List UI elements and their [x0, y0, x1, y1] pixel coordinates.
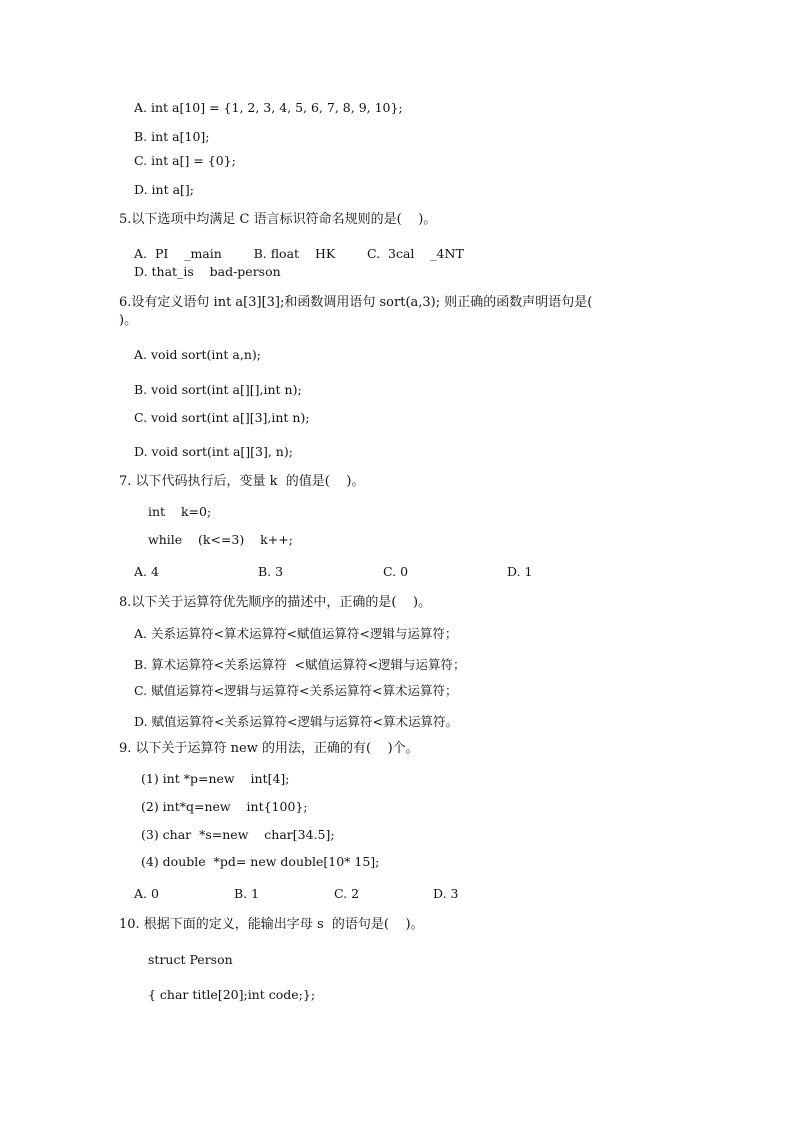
item-9-3: (3) char *s=new char[34.5];: [141, 827, 335, 842]
option-7c: C. 0: [383, 564, 409, 579]
question-6: 6.设有定义语句 int a[3][3];和函数调用语句 sort(a,3); 则正确的函数声明语句是(: [119, 295, 593, 310]
option-4d: D. int a[];: [134, 182, 194, 197]
options-5-line2: D. that_is bad-person: [134, 264, 281, 279]
item-9-4: (4) double *pd= new double[10* 15];: [141, 854, 380, 869]
option-9c: C. 2: [334, 886, 360, 901]
option-7d: D. 1: [507, 564, 533, 579]
option-4b: B. int a[10];: [134, 129, 210, 144]
question-9: 9. 以下关于运算符 new 的用法，正确的有( )个。: [119, 741, 419, 756]
code-7-line2: while (k<=3) k++;: [148, 532, 293, 547]
code-10-line1: struct Person: [148, 952, 233, 967]
option-9b: B. 1: [234, 886, 260, 901]
question-8: 8.以下关于运算符优先顺序的描述中，正确的是( )。: [119, 595, 432, 610]
option-7a: A. 4: [134, 564, 159, 579]
question-6-cont: )。: [119, 313, 138, 328]
option-8b: B. 算术运算符<关系运算符 <赋值运算符<逻辑与运算符；: [134, 657, 466, 672]
option-6b: B. void sort(int a[][],int n);: [134, 382, 302, 397]
options-5-line1: A. PI _main B. float HK C. 3cal _4NT: [134, 246, 464, 261]
option-9a: A. 0: [134, 886, 159, 901]
code-10-line2: { char title[20];int code;};: [148, 987, 316, 1002]
option-9d: D. 3: [433, 886, 459, 901]
option-8d: D. 赋值运算符<关系运算符<逻辑与运算符<算术运算符。: [134, 714, 458, 729]
option-8a: A. 关系运算符<算术运算符<赋值运算符<逻辑与运算符；: [134, 626, 458, 641]
option-8c: C. 赋值运算符<逻辑与运算符<关系运算符<算术运算符；: [134, 683, 458, 698]
option-6c: C. void sort(int a[][3],int n);: [134, 410, 310, 425]
option-6d: D. void sort(int a[][3], n);: [134, 444, 293, 459]
question-10: 10. 根据下面的定义，能输出字母 s 的语句是( )。: [119, 917, 424, 932]
option-4c: C. int a[] = {0};: [134, 153, 236, 168]
item-9-2: (2) int*q=new int{100};: [141, 799, 308, 814]
option-4a: A. int a[10] = {1, 2, 3, 4, 5, 6, 7, 8, 9, 10};: [134, 100, 403, 115]
option-7b: B. 3: [258, 564, 284, 579]
option-6a: A. void sort(int a,n);: [134, 347, 261, 362]
code-7-line1: int k=0;: [148, 504, 212, 519]
question-7: 7. 以下代码执行后，变量 k 的值是( )。: [119, 474, 365, 489]
item-9-1: (1) int *p=new int[4];: [141, 771, 290, 786]
question-5: 5.以下选项中均满足 C 语言标识符命名规则的是( )。: [119, 212, 437, 227]
